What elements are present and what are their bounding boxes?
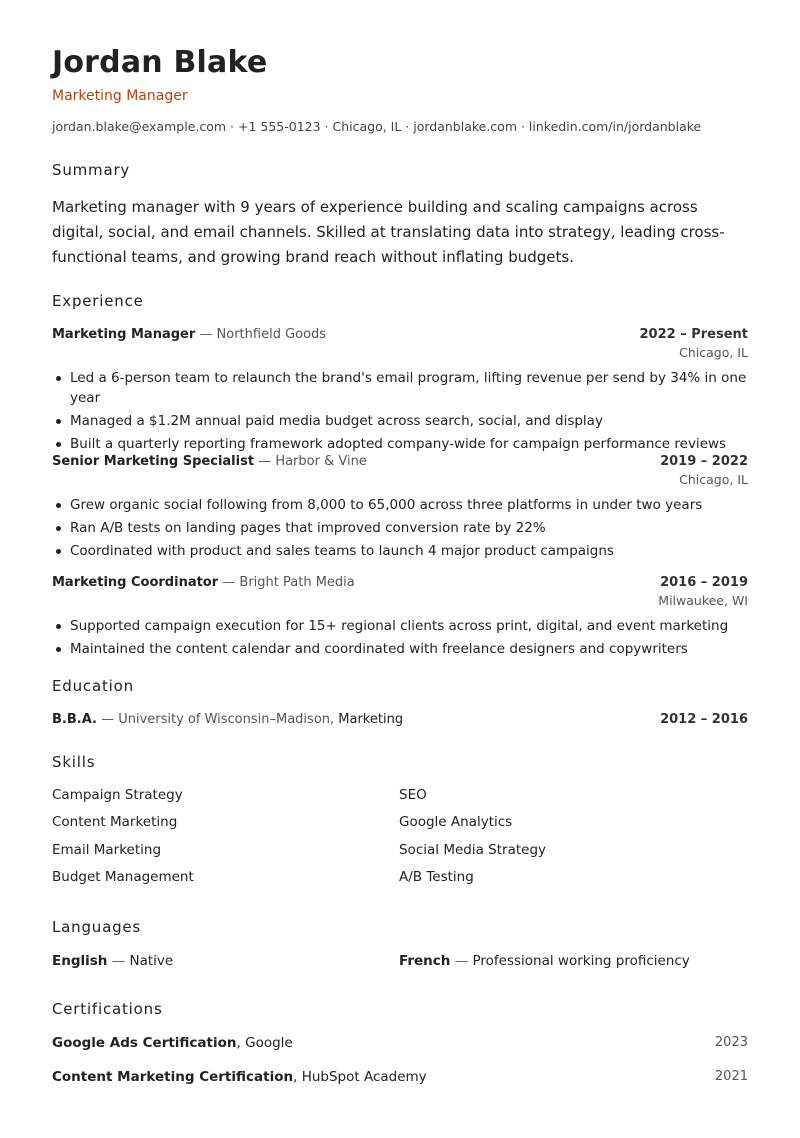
resume-page <box>52 44 748 1086</box>
summary-heading: Summary <box>52 161 131 179</box>
certification-name: Content Marketing Certification <box>52 1068 294 1085</box>
bullet-item: Managed a $1.2M annual paid media budget across search, social, and display <box>52 411 748 431</box>
languages-heading: Languages <box>52 917 142 936</box>
candidate-role: Marketing Manager <box>52 88 188 104</box>
skill-item: Content Marketing <box>52 814 178 831</box>
job-company: Northfield Goods <box>216 327 327 342</box>
job-location: Milwaukee, WI <box>658 592 748 608</box>
certification-year: 2023 <box>714 1034 748 1050</box>
language-item: English — Native <box>52 952 174 969</box>
certification-issuer: Google <box>245 1034 293 1051</box>
certification-issuer: HubSpot Academy <box>301 1068 427 1085</box>
job-entry: Marketing Manager — Northfield Goods 2022 – Present Chicago, IL Led a 6-person team to relaunch the brand's email program, lifting revenue per send by 34% in one year Managed a $1.2M annual paid media budget across search, social, and display Built a quarterly reporting framework adopted company-wide for campaign performance reviews <box>52 327 748 452</box>
skill-item: Social Media Strategy <box>399 841 546 858</box>
school-name: University of Wisconsin–Madison <box>118 711 331 727</box>
skills-heading: Skills <box>52 752 96 771</box>
job-dates: 2016 – 2019 <box>660 574 748 590</box>
job-entry: Marketing Coordinator — Bright Path Media 2016 – 2019 Milwaukee, WI Supported campaign execution for 15+ regional clients across print, digital, and event marketing Maintained the content calendar and coordinated with freelance designers and copywriters <box>52 574 748 657</box>
degree: B.B.A. <box>52 711 97 727</box>
job-entry: Senior Marketing Specialist — Harbor & Vine 2019 – 2022 Chicago, IL Grew organic social following from 8,000 to 65,000 across three platforms in under two years Ran A/B tests on landing pages that improved conversion rate by 22% Coordinated with product and sales teams to launch 4 major product campaigns <box>52 454 748 559</box>
job-company: Bright Path Media <box>239 574 355 590</box>
bullet-item: Built a quarterly reporting framework adopted company-wide for campaign performance reviews <box>52 434 748 454</box>
job-location: Chicago, IL <box>679 345 748 360</box>
job-location: Chicago, IL <box>679 472 748 488</box>
job-dates: 2022 – Present <box>639 327 748 342</box>
education-heading: Education <box>52 676 134 695</box>
bullet-item: Maintained the content calendar and coordinated with freelance designers and copywriters <box>52 639 748 659</box>
certification-entry: Google Ads Certification, Google 2023 <box>52 1034 748 1051</box>
education-entry: B.B.A. — University of Wisconsin–Madison, Marketing 2012 – 2016 <box>52 711 748 727</box>
field-of-study: Marketing <box>338 711 404 727</box>
skill-item: A/B Testing <box>399 869 474 886</box>
candidate-name: Jordan Blake <box>52 45 268 80</box>
job-position: Marketing Coordinator <box>52 574 219 590</box>
job-bullets <box>52 368 748 454</box>
bullet-item: Coordinated with product and sales teams to launch 4 major product campaigns <box>52 541 748 561</box>
job-company: Harbor & Vine <box>275 454 367 470</box>
job-position: Senior Marketing Specialist <box>52 454 255 470</box>
contact-line: jordan.blake@example.com · +1 555-0123 · Chicago, IL · jordanblake.com · linkedin.com/in/jordanblake <box>52 119 702 134</box>
language-name: English <box>52 952 108 969</box>
job-position: Marketing Manager <box>52 327 196 342</box>
bullet-item: Ran A/B tests on landing pages that improved conversion rate by 22% <box>52 518 748 538</box>
language-level: Professional working proficiency <box>472 952 690 969</box>
skill-item: Budget Management <box>52 869 194 886</box>
skill-item: SEO <box>399 786 427 803</box>
experience-heading: Experience <box>52 292 144 310</box>
education-dates: 2012 – 2016 <box>660 711 748 727</box>
language-name: French <box>399 952 451 969</box>
skill-item: Campaign Strategy <box>52 786 183 803</box>
summary-text: Marketing manager with 9 years of experience building and scaling campaigns across digital, social, and email channels. Skilled at translating data into strategy, leading cross-functional teams, and growing brand reach without inflating budgets. <box>52 198 725 266</box>
job-bullets <box>52 616 748 659</box>
bullet-item: Supported campaign execution for 15+ regional clients across print, digital, and event marketing <box>52 616 748 636</box>
skills-grid <box>52 786 748 896</box>
language-item: French — Professional working proficiency <box>399 952 690 969</box>
skill-item: Google Analytics <box>399 814 513 831</box>
bullet-item: Grew organic social following from 8,000 to 65,000 across three platforms in under two years <box>52 495 748 515</box>
bullet-item: Led a 6-person team to relaunch the brand's email program, lifting revenue per send by 34% in one year <box>52 368 748 408</box>
certifications-heading: Certifications <box>52 999 163 1018</box>
language-level: Native <box>129 952 174 969</box>
certification-year: 2021 <box>714 1068 748 1084</box>
languages-grid <box>52 952 748 970</box>
job-bullets <box>52 495 748 561</box>
certification-entry: Content Marketing Certification, HubSpot Academy 2021 <box>52 1068 748 1085</box>
job-dates: 2019 – 2022 <box>660 454 748 470</box>
skill-item: Email Marketing <box>52 841 162 858</box>
certification-name: Google Ads Certification <box>52 1034 237 1051</box>
